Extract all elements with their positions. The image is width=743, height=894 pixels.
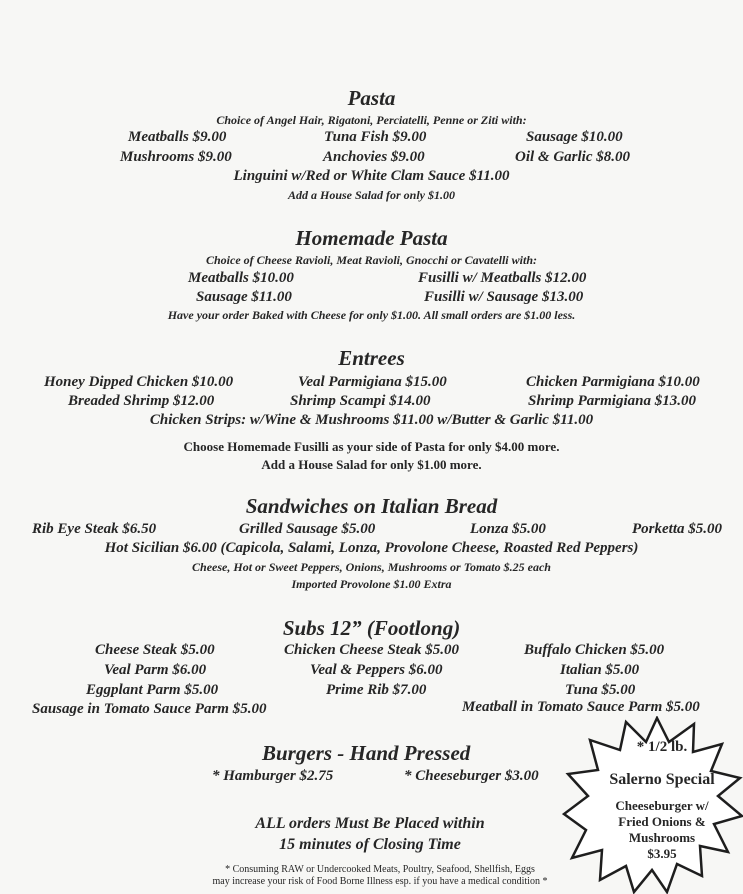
menu-item: Meatball in Tomato Sauce Parm $5.00	[462, 699, 700, 715]
sandwich-extras-note: Cheese, Hot or Sweet Peppers, Onions, Mushrooms or Tomato $.25 each	[192, 560, 551, 574]
sandwiches-title: Sandwiches on Italian Bread	[245, 494, 498, 518]
menu-item: Honey Dipped Chicken $10.00	[44, 374, 234, 390]
menu-item: Porketta $5.00	[632, 521, 722, 537]
chicken-strips-item: Chicken Strips: w/Wine & Mushrooms $11.00 w/Butter & Garlic $11.00	[149, 412, 594, 428]
hot-sicilian-item: Hot Sicilian $6.00 (Capicola, Salami, Lonza, Provolone Cheese, Roasted Red Peppers)	[104, 540, 639, 556]
subs-title: Subs 12” (Footlong)	[282, 616, 461, 640]
menu-item: Shrimp Scampi $14.00	[290, 393, 431, 409]
menu-item: Chicken Cheese Steak $5.00	[284, 642, 459, 658]
entrees-title: Entrees	[338, 346, 405, 370]
special-weight: * 1/2 lb.	[636, 739, 688, 755]
menu-item: Lonza $5.00	[470, 521, 546, 537]
menu-item: Grilled Sausage $5.00	[239, 521, 376, 537]
closing-line-1: ALL orders Must Be Placed within	[255, 815, 485, 832]
special-title: Salerno Special	[609, 771, 715, 788]
homemade-pasta-title: Homemade Pasta	[295, 226, 448, 250]
fusilli-note: Choose Homemade Fusilli as your side of Pasta for only $4.00 more.	[183, 439, 560, 454]
menu-item: * Cheeseburger $3.00	[404, 768, 539, 784]
menu-item: Sausage $10.00	[526, 129, 623, 145]
menu-item: Eggplant Parm $5.00	[86, 682, 219, 698]
menu-item: Buffalo Chicken $5.00	[524, 642, 665, 658]
pasta-title: Pasta	[347, 86, 396, 110]
menu-item: Oil & Garlic $8.00	[515, 149, 630, 165]
disclaimer-line-1: * Consuming RAW or Undercooked Meats, Poultry, Seafood, Shellfish, Eggs	[225, 864, 535, 875]
menu-item: Veal Parm $6.00	[104, 662, 207, 678]
menu-item: Meatballs $10.00	[188, 270, 294, 286]
menu-item: Sausage in Tomato Sauce Parm $5.00	[32, 701, 267, 717]
homemade-pasta-intro: Choice of Cheese Ravioli, Meat Ravioli, Gnocchi or Cavatelli with:	[206, 253, 537, 267]
special-line: Fried Onions &	[618, 814, 706, 829]
menu-item: Tuna $5.00	[565, 682, 636, 698]
homemade-pasta-note: Have your order Baked with Cheese for only $1.00. All small orders are $1.00 less.	[167, 308, 576, 322]
menu-item: Veal Parmigiana $15.00	[298, 374, 447, 390]
menu-item: Italian $5.00	[560, 662, 640, 678]
menu-item: * Hamburger $2.75	[212, 768, 334, 784]
menu-item: Fusilli w/ Meatballs $12.00	[418, 270, 587, 286]
closing-line-2: 15 minutes of Closing Time	[279, 836, 461, 853]
menu-item: Prime Rib $7.00	[326, 682, 427, 698]
pasta-salad-note: Add a House Salad for only $1.00	[287, 188, 455, 202]
menu-item: Anchovies $9.00	[323, 149, 425, 165]
menu-item: Rib Eye Steak $6.50	[32, 521, 157, 537]
disclaimer-line-2: may increase your risk of Food Borne Illness esp. if you have a medical condition *	[212, 876, 548, 887]
menu-item: Veal & Peppers $6.00	[310, 662, 443, 678]
menu-item: Meatballs $9.00	[128, 129, 227, 145]
menu-item: Mushrooms $9.00	[120, 149, 232, 165]
provolone-note: Imported Provolone $1.00 Extra	[291, 577, 452, 591]
special-line: Cheeseburger w/	[615, 798, 709, 813]
entrees-salad-note: Add a House Salad for only $1.00 more.	[261, 457, 482, 472]
menu-item: Cheese Steak $5.00	[95, 642, 215, 658]
menu-item: Breaded Shrimp $12.00	[68, 393, 215, 409]
menu-item: Chicken Parmigiana $10.00	[526, 374, 700, 390]
menu-item: Tuna Fish $9.00	[324, 129, 427, 145]
special-price: $3.95	[647, 846, 677, 861]
burgers-title: Burgers - Hand Pressed	[262, 741, 471, 765]
pasta-intro: Choice of Angel Hair, Rigatoni, Perciatelli, Penne or Ziti with:	[216, 113, 527, 127]
linguini-item: Linguini w/Red or White Clam Sauce $11.00	[233, 168, 510, 184]
menu-item: Fusilli w/ Sausage $13.00	[424, 289, 584, 305]
menu-item: Sausage $11.00	[196, 289, 292, 305]
menu-item: Shrimp Parmigiana $13.00	[528, 393, 696, 409]
special-line: Mushrooms	[628, 830, 696, 845]
